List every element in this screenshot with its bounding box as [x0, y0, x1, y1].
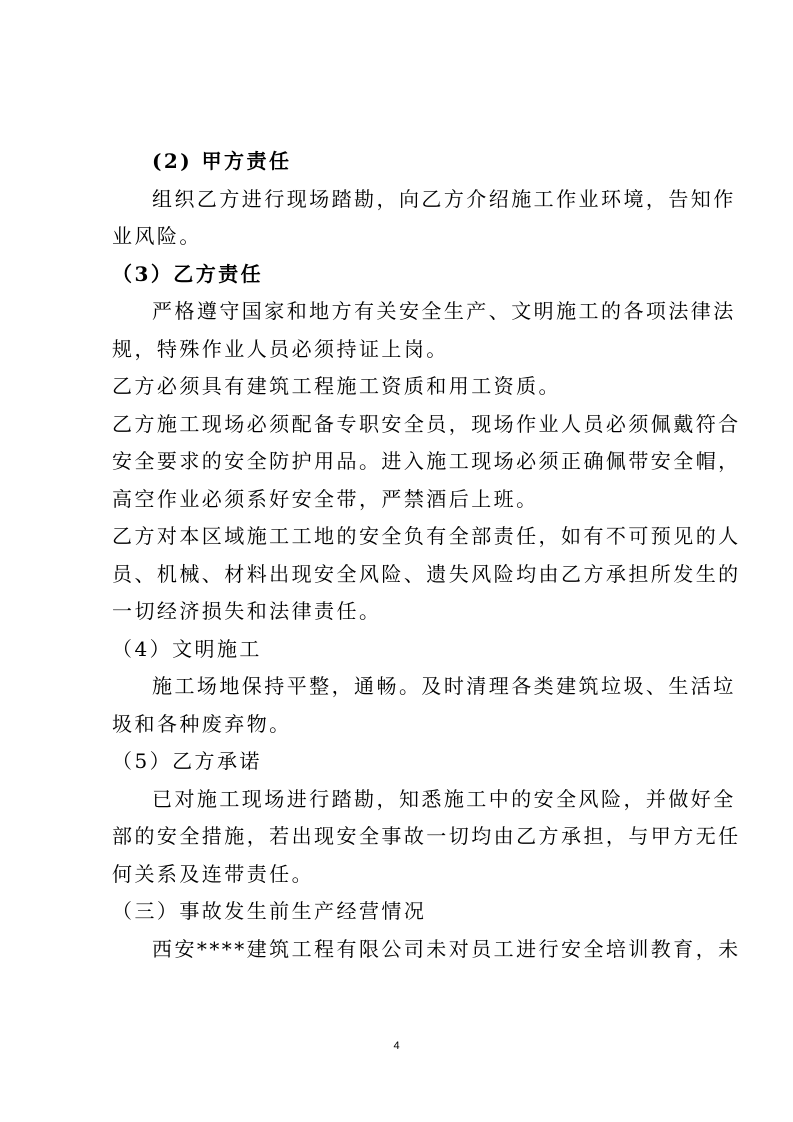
text-line: 西安****建筑工程有限公司未对员工进行安全培训教育，未 — [152, 936, 741, 961]
text-line: 乙方对本区域施工工地的安全负有全部责任，如有不可预见的人 — [112, 524, 741, 548]
text-line: 规，特殊作业人员必须持证上岗。 — [112, 336, 449, 361]
text-line: （3）乙方责任 — [112, 261, 264, 286]
text-line: 业风险。 — [112, 224, 202, 248]
text-line: 严格遵守国家和地方有关安全生产、文明施工的各项法律法 — [152, 299, 736, 323]
text-line: 施工场地保持平整，通畅。及时清理各类建筑垃圾、生活垃 — [152, 674, 736, 698]
text-line: 一切经济损失和法律责任。 — [112, 599, 382, 623]
text-line: 部的安全措施，若出现安全事故一切均由乙方承担，与甲方无任 — [112, 824, 741, 848]
document-body — [112, 143, 741, 968]
text-line: （三）事故发生前生产经营情况 — [112, 899, 427, 923]
text-line: 安全要求的安全防护用品。进入施工现场必须正确佩带安全帽， — [112, 449, 741, 473]
text-line: 乙方施工现场必须配备专职安全员，现场作业人员必须佩戴符合 — [112, 411, 741, 436]
text-line: 圾和各种废弃物。 — [112, 711, 292, 736]
text-line: 高空作业必须系好安全带，严禁酒后上班。 — [112, 486, 539, 511]
text-line: 组织乙方进行现场踏勘，向乙方介绍施工作业环境，告知作 — [152, 186, 736, 211]
text-line: 员、机械、材料出现安全风险、遗失风险均由乙方承担所发生的 — [112, 561, 741, 586]
text-line: (2) 甲方责任 — [152, 149, 292, 173]
text-line: 已对施工现场进行踏勘，知悉施工中的安全风险，并做好全 — [152, 786, 736, 811]
text-line: 何关系及连带责任。 — [112, 861, 315, 886]
text-line: （4）文明施工 — [112, 636, 262, 661]
text-line: （5）乙方承诺 — [112, 749, 262, 773]
text-line: 乙方必须具有建筑工程施工资质和用工资质。 — [112, 374, 561, 398]
page-number: 4 — [393, 1040, 400, 1052]
